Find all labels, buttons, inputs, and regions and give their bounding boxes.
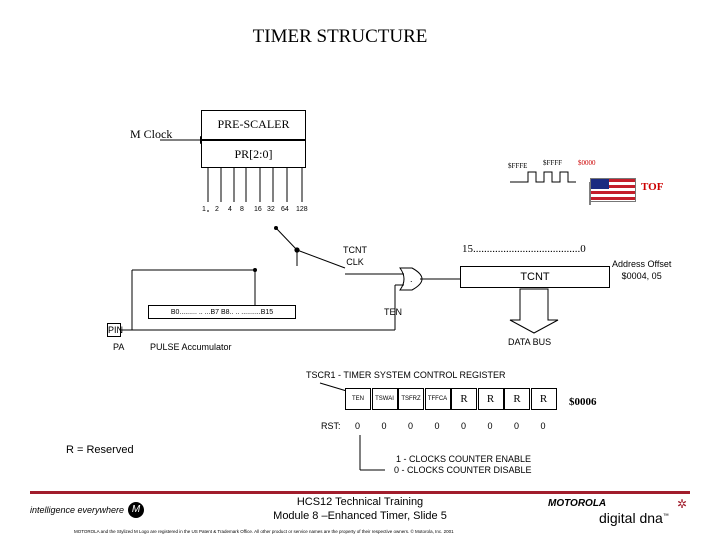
footer-rule <box>30 491 690 494</box>
tscr1-bit-r: R <box>504 388 530 410</box>
tscr1-reset-value: 0 <box>514 421 520 431</box>
tscr1-bit-tswai: TSWAI <box>372 388 398 410</box>
prescaler-tap-label: 2 <box>215 206 219 213</box>
gate-dot: . <box>410 274 413 284</box>
tscr1-bit-r: R <box>531 388 557 410</box>
digitaldna-text: digital dna <box>599 510 663 526</box>
counter-wave-label: $0000 <box>578 159 596 167</box>
tscr1-reset-value: 0 <box>408 421 414 431</box>
motorola-wordmark: MOTOROLA <box>548 498 607 509</box>
tscr1-reset-value: 0 <box>434 421 440 431</box>
tscr1-reset-label: RST: <box>321 421 341 431</box>
tcnt-clk-label: TCNT CLK <box>343 245 367 267</box>
tscr1-bit-ten: TEN <box>345 388 371 410</box>
tscr1-title: TSCR1 - TIMER SYSTEM CONTROL REGISTER <box>306 370 506 380</box>
tscr1-reset-value: 0 <box>355 421 361 431</box>
prescaler-tap-label: 128 <box>296 206 308 213</box>
footer-line-1: HCS12 Technical Training <box>296 496 424 508</box>
port-label: PA <box>113 342 125 352</box>
tscr1-address: $0006 <box>569 396 597 408</box>
trademark-mark: ™ <box>662 513 669 520</box>
pulse-accumulator-label: PULSE Accumulator <box>150 342 232 352</box>
ten-enable-legend: 1 - CLOCKS COUNTER ENABLE <box>396 454 532 464</box>
counter-wave-label: $FFFF <box>543 159 563 167</box>
tagline-text: intelligence everywhere <box>30 505 125 515</box>
pulse-acc-bits: B0......... .. ...B7 B8.. .. ..........B15 <box>170 309 274 316</box>
intelligence-everywhere-logo <box>30 500 170 520</box>
digitaldna-logo <box>599 510 669 526</box>
ten-disable-legend: 0 - CLOCKS COUNTER DISABLE <box>394 465 532 475</box>
tscr1-bit-tsfrz: TSFRZ <box>398 388 424 410</box>
prescaler-title: PRE-SCALER <box>217 117 290 131</box>
dna-star-icon: ✲ <box>677 497 688 511</box>
tscr1-reset-value: 0 <box>540 421 546 431</box>
mclock-label: M Clock <box>130 127 173 141</box>
prescaler-tap-label: 4 <box>228 206 232 213</box>
footer-legal: MOTOROLA and the Stylized M Logo are registered in the US Patent & Trademark Office. All other product or service names are the property of their respective owners. © Motorola, Inc. 2001 <box>74 529 454 534</box>
tscr1-bit-r: R <box>478 388 504 410</box>
pulse-accumulator-box <box>148 305 296 319</box>
motorola-m-icon: M <box>128 502 144 518</box>
tcnt-register-label: TCNT <box>520 271 550 283</box>
pin-box <box>107 323 124 337</box>
prescaler-tap-label: 1 <box>202 206 206 213</box>
prescaler-tap-label: 32 <box>267 206 275 213</box>
tscr1-bit-tffca: TFFCA <box>425 388 451 410</box>
ten-label: TEN <box>384 307 402 317</box>
prescaler-tap-label: 64 <box>281 206 289 213</box>
tcnt-bit-range: 15.......................................0 <box>462 243 586 255</box>
counter-wave-label: $FFFE <box>508 162 528 170</box>
pin-label: PIN <box>108 325 124 335</box>
tcnt-address-offset: Address Offset $0004, 05 <box>612 259 672 281</box>
prescaler-tap-label: 16 <box>254 206 262 213</box>
reserved-legend: R = Reserved <box>66 444 134 456</box>
prescaler-tap-label: 8 <box>240 206 244 213</box>
prescaler-select-label: PR[2:0] <box>234 147 273 161</box>
footer-line-2: Module 8 –Enhanced Timer, Slide 5 <box>273 510 447 522</box>
databus-label: DATA BUS <box>508 337 552 347</box>
tscr1-reset-value: 0 <box>381 421 387 431</box>
tscr1-bit-r: R <box>451 388 477 410</box>
slide-title: TIMER STRUCTURE <box>252 26 428 47</box>
tof-label: TOF <box>641 181 664 193</box>
tscr1-reset-value: 0 <box>461 421 467 431</box>
tscr1-reset-value: 0 <box>487 421 493 431</box>
